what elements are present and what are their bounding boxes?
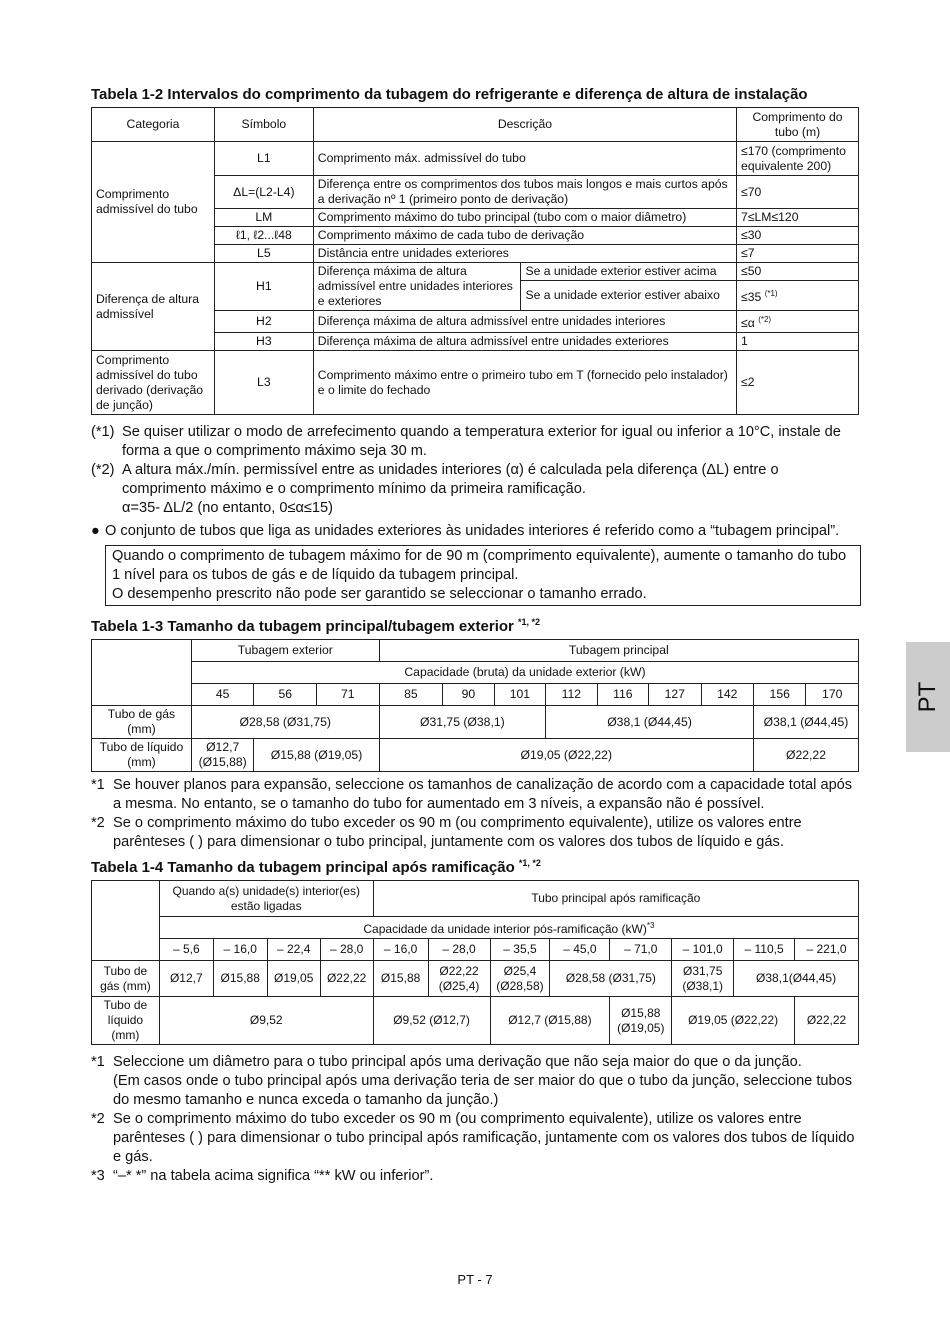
liquid-pipe-row: Tubo de líquido (mm) Ø12,7 (Ø15,88) Ø15,88 (Ø19,05) Ø19,05 (Ø22,22) Ø22,22 bbox=[92, 739, 859, 772]
header-category: Categoria bbox=[92, 108, 215, 142]
length-cell: ≤170 (comprimento equivalente 200) bbox=[737, 142, 859, 176]
description-cell: Distância entre unidades exteriores bbox=[313, 245, 736, 263]
gas-pipe-row: Tubo de gás (mm) Ø28,58 (Ø31,75) Ø31,75 (Ø38,1) Ø38,1 (Ø44,45) Ø38,1 (Ø44,45) bbox=[92, 706, 859, 739]
header-outdoor-pipe: Tubagem exterior bbox=[191, 640, 379, 662]
table-1-4 bbox=[91, 880, 859, 1045]
symbol-cell: ΔL=(L2-L4) bbox=[214, 176, 313, 209]
liquid-pipe-row: Tubo de líquido (mm) Ø9,52 Ø9,52 (Ø12,7) Ø12,7 (Ø15,88) Ø15,88 (Ø19,05) Ø19,05 (Ø22,22) Ø22,22 bbox=[92, 997, 859, 1045]
length-cell: ≤7 bbox=[737, 245, 859, 263]
length-cell: ≤α $^{(*2)}$ bbox=[737, 311, 859, 333]
description-cell: Diferença máxima de altura admissível entre unidades exteriores bbox=[313, 333, 736, 351]
symbol-cell: ℓ1, ℓ2...ℓ48 bbox=[214, 227, 313, 245]
length-cell: ≤35 $^{(*1)}$ bbox=[737, 281, 859, 311]
description-cell: Diferença entre os comprimentos dos tubos mais longos e mais curtos após a derivação nº 1 (primeiro ponto de derivação) bbox=[313, 176, 736, 209]
length-cell: 7≤LM≤120 bbox=[737, 209, 859, 227]
table-1-4-caption: Tabela 1-4 Tamanho da tubagem principal após ramificação $^{*1, *2}$ bbox=[91, 858, 541, 877]
symbol-cell: H1 bbox=[214, 263, 313, 311]
notes-table-1-3: *1 Se houver planos para expansão, seleccione os tamanhos de canalização de acordo com a capacidade total após a mesma. No entanto, se o tamanho do tubo for aumentado em 3 níveis, a expansão não é possível. *2 Se o comprimento máximo do tubo exceder os 90 m (ou comprimento equivalente), utilize os valores entre parênteses ( ) para dimensionar o tubo principal, juntamente com os valores dos tubos de líquido e gás. bbox=[91, 777, 853, 851]
symbol-cell: L5 bbox=[214, 245, 313, 263]
description-cell: Comprimento máx. admissível do tubo bbox=[313, 142, 736, 176]
document-page bbox=[91, 86, 861, 1186]
description-cell: Comprimento máximo do tubo principal (tubo com o maior diâmetro) bbox=[313, 209, 736, 227]
table-1-2-caption: Tabela 1-2 Intervalos do comprimento da tubagem do refrigerante e diferença de altura de instalação bbox=[91, 86, 808, 103]
header-capacity: Capacidade (bruta) da unidade exterior (kW) bbox=[191, 662, 858, 684]
table-1-2 bbox=[91, 107, 859, 415]
length-cell: ≤30 bbox=[737, 227, 859, 245]
gas-pipe-row: Tubo de gás (mm) Ø12,7 Ø15,88 Ø19,05 Ø22,22 Ø15,88 Ø22,22 (Ø25,4) Ø25,4 (Ø28,58) Ø28,58 (Ø31,75) Ø31,75 (Ø38,1) Ø38,1(Ø44,45) bbox=[92, 961, 859, 997]
header-symbol: Símbolo bbox=[214, 108, 313, 142]
description-cell: Diferença máxima de altura admissível entre unidades interiores bbox=[313, 311, 736, 333]
header-capacity: Capacidade da unidade interior pós-ramificação (kW)$^{*3}$ bbox=[159, 917, 858, 939]
capacity-row: 45 56 71 85 90 101 112 116 127 142 156 170 bbox=[92, 684, 859, 706]
condition-cell: Se a unidade exterior estiver acima bbox=[521, 263, 737, 281]
length-cell: ≤2 bbox=[737, 351, 859, 415]
bullet-note: ● O conjunto de tubos que liga as unidades exteriores às unidades interiores é referido como a “tubagem principal”. bbox=[91, 523, 840, 540]
warning-box: Quando o comprimento de tubagem máximo for de 90 m (comprimento equivalente), aumente o tamanho do tubo 1 nível para os tubos de gás e de líquido da tubagem principal. O desempenho prescrito não pode ser garantido se seleccionar o tamanho errado. bbox=[105, 545, 861, 606]
description-cell: Comprimento máximo de cada tubo de derivação bbox=[313, 227, 736, 245]
notes-table-1-2: (*1) Se quiser utilizar o modo de arrefecimento quando a temperatura exterior for igual ou inferior a 10°C, instale de forma a que o comprimento máximo seja 30 m. (*2) A altura máx./mín. permissível entre as unidades interiores (α) é calculada pela diferença (ΔL) entre o comprimento máximo e o comprimento mínimo da primeira ramificação. α=35- ΔL/2 (no entanto, 0≤α≤15) bbox=[91, 423, 861, 518]
header-main-after-branch: Tubo principal após ramificação bbox=[373, 881, 858, 917]
header-main-pipe: Tubagem principal bbox=[379, 640, 858, 662]
notes-table-1-4: *1 Seleccione um diâmetro para o tubo principal após uma derivação que não seja maior do que o da junção. (Em casos onde o tubo principal após uma derivação teria de ser maior do que o tubo da junção, seleccione tubos do mesmo tamanho e nunca exceda o tamanho da junção.) *2 Se o comprimento máximo do tubo exceder os 90 m (ou comprimento equivalente), utilize os valores entre parênteses ( ) para dimensionar o tubo principal após ramificação, juntamente com os valores dos tubos de líquido e gás. *3 “–* *” na tabela acima significa “** kW ou inferior”. bbox=[91, 1054, 855, 1185]
table-1-3 bbox=[91, 639, 859, 772]
symbol-cell: H2 bbox=[214, 311, 313, 333]
category-pipe-length: Comprimento admissível do tubo bbox=[92, 142, 215, 263]
language-tab: PT bbox=[906, 642, 950, 752]
page-number: PT - 7 bbox=[457, 1272, 493, 1287]
header-description: Descrição bbox=[313, 108, 736, 142]
bullet-icon: ● bbox=[91, 523, 100, 540]
symbol-cell: L3 bbox=[214, 351, 313, 415]
description-cell: Comprimento máximo entre o primeiro tubo em T (fornecido pelo instalador) e o limite do fechado bbox=[313, 351, 736, 415]
header-length: Comprimento do tubo (m) bbox=[737, 108, 859, 142]
symbol-cell: LM bbox=[214, 209, 313, 227]
length-cell: 1 bbox=[737, 333, 859, 351]
length-cell: ≤50 bbox=[737, 263, 859, 281]
capacity-row: – 5,6 – 16,0 – 22,4 – 28,0 – 16,0 – 28,0 – 35,5 – 45,0 – 71,0 – 101,0 – 110,5 – 221,0 bbox=[92, 939, 859, 961]
alpha-formula: α=35- ΔL/2 (no entanto, 0≤α≤15) bbox=[122, 500, 334, 517]
table-1-3-caption: Tabela 1-3 Tamanho da tubagem principal/tubagem exterior $^{*1, *2}$ bbox=[91, 617, 541, 636]
symbol-cell: H3 bbox=[214, 333, 313, 351]
description-cell: Diferença máxima de altura admissível entre unidades interiores e exteriores bbox=[313, 263, 521, 311]
length-cell: ≤70 bbox=[737, 176, 859, 209]
header-connected-units: Quando a(s) unidade(s) interior(es) estão ligadas bbox=[159, 881, 373, 917]
condition-cell: Se a unidade exterior estiver abaixo bbox=[521, 281, 737, 311]
category-height-difference: Diferença de altura admissível bbox=[92, 263, 215, 351]
symbol-cell: L1 bbox=[214, 142, 313, 176]
category-branch-pipe: Comprimento admissível do tubo derivado (derivação de junção) bbox=[92, 351, 215, 415]
